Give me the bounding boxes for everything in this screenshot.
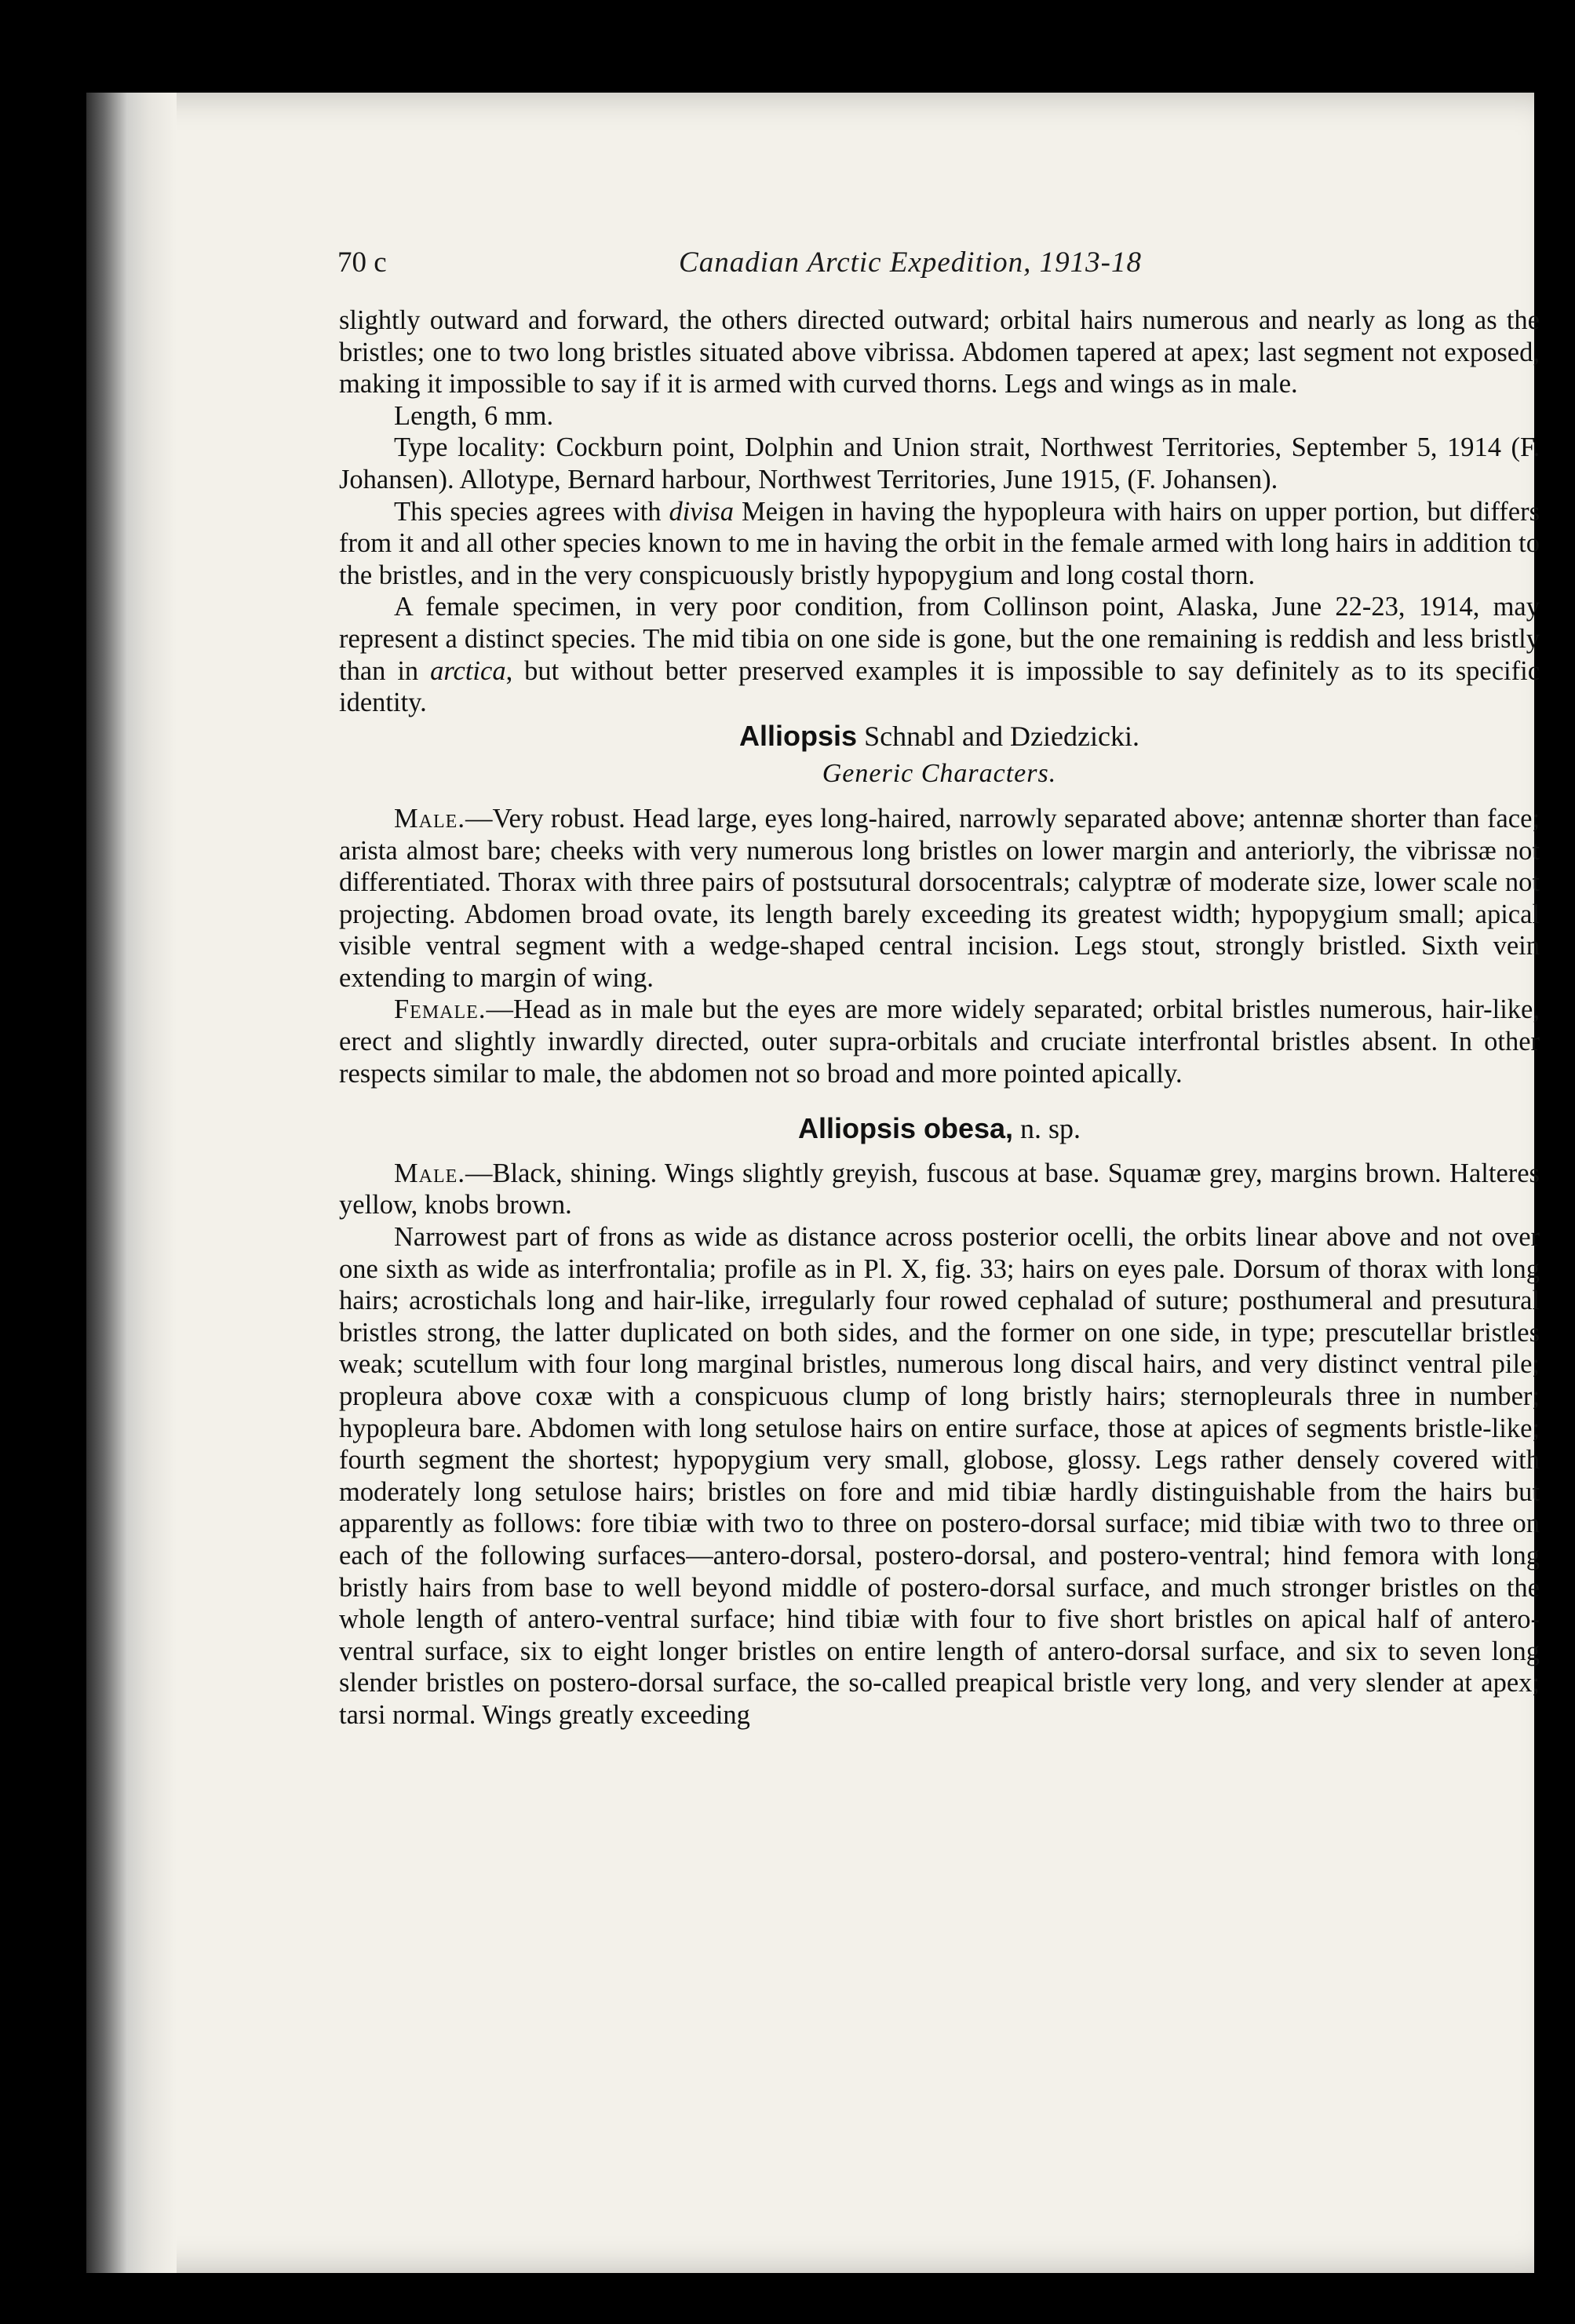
spacer bbox=[339, 1148, 1540, 1158]
book-binding-shadow bbox=[86, 93, 177, 2273]
species-name: Alliopsis obesa, bbox=[797, 1112, 1014, 1145]
species-name-italic: divisa bbox=[669, 496, 734, 527]
page-number: 70 c bbox=[337, 246, 387, 279]
page-body bbox=[339, 305, 1540, 1731]
generic-characters-heading: Generic Characters. bbox=[822, 759, 1057, 789]
text-run: This species agrees with bbox=[394, 496, 669, 527]
sex-label: Male. bbox=[394, 803, 465, 834]
text-run: —Black, shining. Wings slightly greyish, fuscous at base. Squamæ grey, margins brown. Halteres yellow, knobs brown. bbox=[339, 1158, 1540, 1220]
text-run: Meigen in having the hypopleura with hairs on upper portion, but differs from it and all other species known to me in having the orbit in the female armed with long hairs in addition to the bristles, and in the very conspicuously bristly hypopygium and long costal thorn. bbox=[339, 496, 1540, 590]
text-run: , but without better preserved examples it is impossible to say definitely as to its specific identity. bbox=[339, 655, 1540, 718]
species-suffix: n. sp. bbox=[1013, 1113, 1081, 1145]
paragraph-continuation: slightly outward and forward, the others directed outward; orbital hairs numerous and nearly as long as the bristles; one to two long bristles situated above vibrissa. Abdomen tapered at apex; last segment not exposed, making it impossible to say if it is armed with curved thorns. Legs and wings as in male. bbox=[339, 305, 1540, 399]
paragraph-comparison bbox=[339, 496, 1540, 592]
species-heading bbox=[339, 1113, 1540, 1145]
paragraph-species-male bbox=[339, 1158, 1540, 1221]
text-run: —Head as in male but the eyes are more widely separated; orbital bristles numerous, hair-like, erect and slightly inwardly directed, outer supra-orbitals and cruciate interfrontal bristles absent. In other respects similar to male, the abdomen not so broad and more pointed apically. bbox=[339, 994, 1540, 1089]
paragraph-length: Length, 6 mm. bbox=[394, 400, 554, 431]
sex-label: Female. bbox=[394, 994, 487, 1025]
sex-label: Male. bbox=[394, 1158, 465, 1188]
paragraph-genus-male bbox=[339, 803, 1540, 994]
spacer bbox=[339, 1089, 1540, 1111]
text-run: —Very robust. Head large, eyes long-haired, narrowly separated above; antennæ shorter than face; arista almost bare; cheeks with very numerous long bristles on lower margin and anteriorly, the vibrissæ not differentiated. Thorax with three pairs of postsutural dorsocentrals; calyptræ of moderate size, lower scale not projecting. Abdomen broad ovate, its length barely exceeding its greatest width; hypopygium small; apical visible ventral segment with a wedge-shaped central incision. Legs stout, strongly bristled. Sixth vein extending to margin of wing. bbox=[339, 803, 1540, 993]
paragraph-female-specimen bbox=[339, 591, 1540, 718]
genus-heading bbox=[339, 721, 1540, 753]
genus-authors: Schnabl and Dziedzicki. bbox=[857, 720, 1139, 752]
paragraph-genus-female bbox=[339, 994, 1540, 1089]
page-header bbox=[337, 246, 1483, 280]
paragraph-type-locality: Type locality: Cockburn point, Dolphin and Union strait, Northwest Territories, September 5, 1914 (F. Johansen). Allotype, Bernard harbour, Northwest Territories, June 1915, (F. Johansen). bbox=[339, 432, 1540, 494]
genus-name: Alliopsis bbox=[739, 719, 858, 752]
paragraph-species-description: Narrowest part of frons as wide as distance across posterior ocelli, the orbits linear above and not over one sixth as wide as interfrontalia; profile as in Pl. X, fig. 33; hairs on eyes pale. Dorsum of thorax with long hairs; acrostichals long and hair-like, irregularly four rowed cephalad of suture; posthumeral and presutural bristles strong, the latter duplicated on both sides, and the former on one side, in type; prescutellar bristles weak; scutellum with four long marginal bristles, numerous long discal hairs, and very distinct ventral pile; propleura above coxæ with a conspicuous clump of long bristly hairs; sternopleurals three in number; hypopleura bare. Abdomen with long setulose hairs on entire surface, those at apices of segments bristle-like; fourth segment the shortest; hypopygium very small, globose, glossy. Legs rather densely covered with moderately long setulose hairs; bristles on fore and mid tibiæ hardly distinguishable from the hairs but apparently as follows: fore tibiæ with two to three on postero-dorsal surface; mid tibiæ with two to three on each of the following surfaces—antero-dorsal, postero-dorsal, and postero-ventral; hind femora with long bristly hairs from base to well beyond middle of postero-dorsal surface, and much stronger bristles on the whole length of antero-ventral surface; hind tibiæ with four to five short bristles on apical half of antero-ventral surface, six to eight longer bristles on entire length of antero-dorsal surface, and six to seven long slender bristles on postero-dorsal surface, the so-called preapical bristle very long, and very slender at apex; tarsi normal. Wings greatly exceeding bbox=[339, 1222, 1540, 1730]
scanned-page bbox=[86, 93, 1540, 2273]
text-run: A female specimen, in very poor condition, from Collinson point, Alaska, June 22-23, 1914, may represent a distinct species. The mid tibia on one side is gone, but the one remaining is reddish and less bristly than in bbox=[339, 592, 1540, 686]
species-name-italic: arctica bbox=[430, 655, 506, 686]
running-title: Canadian Arctic Expedition, 1913-18 bbox=[679, 246, 1142, 279]
